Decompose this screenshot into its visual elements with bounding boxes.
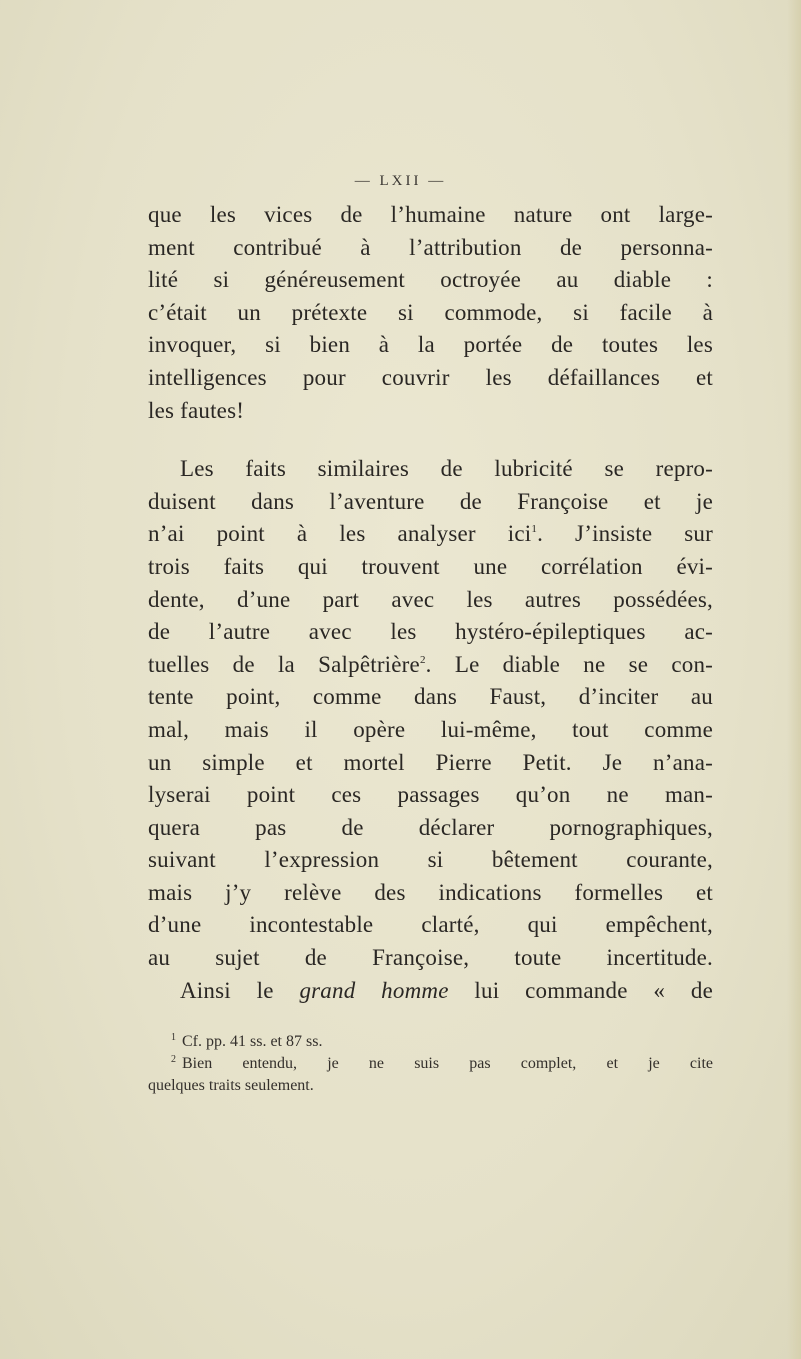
footnote-2 xyxy=(148,1053,713,1075)
text-line: mais j’y relève des indications formelles et xyxy=(148,879,713,905)
italic-phrase: grand homme xyxy=(299,977,449,1003)
footnote-mark: 1 xyxy=(171,1032,176,1043)
footnote-reference: 1 xyxy=(531,523,538,536)
text-line: que les vices de l’humaine nature ont large- xyxy=(148,202,713,227)
text-line-with-italic xyxy=(148,975,713,1008)
footnotes xyxy=(148,1031,713,1097)
footnote-text: Cf. pp. 41 ss. et 87 ss. xyxy=(182,1033,323,1050)
text-line: tente point, comme dans Faust, d’inciter au xyxy=(148,684,713,710)
text-line: un simple et mortel Pierre Petit. Je n’ana- xyxy=(148,749,713,775)
footnote-reference: 2 xyxy=(419,653,426,666)
text-line: c’était un prétexte si commode, si facile à xyxy=(148,299,713,325)
text-line: les fautes! xyxy=(148,397,245,423)
text-line: d’une incontestable clarté, qui empêchent, xyxy=(148,912,713,938)
text-line: Les faits similaires de lubricité se repro- xyxy=(180,456,713,482)
footnote-2-continuation: quelques traits seulement. xyxy=(148,1077,314,1094)
text-line: intelligences pour couvrir les défaillances et xyxy=(148,364,713,390)
text-line: trois faits qui trouvent une corrélation évi- xyxy=(148,553,713,579)
footnote-mark: 2 xyxy=(171,1054,176,1065)
text-segment: . Le diable ne se con- xyxy=(425,651,714,677)
footnote-1 xyxy=(148,1031,713,1053)
main-text xyxy=(148,199,713,1007)
text-segment: tuelles de la Salpêtrière xyxy=(148,651,420,677)
text-line-with-note xyxy=(148,518,713,551)
text-line: mal, mais il opère lui-même, tout comme xyxy=(148,716,713,742)
text-line: ment contribué à l’attribution de personna- xyxy=(148,234,713,260)
text-line: lyserai point ces passages qu’on ne man- xyxy=(148,782,713,808)
text-line: dente, d’une part avec les autres possédées, xyxy=(148,586,713,612)
footnote-text: Bien entendu, je ne suis pas complet, et je cite xyxy=(182,1055,713,1072)
text-segment: lui commande « de xyxy=(448,977,713,1003)
page-edge-shadow xyxy=(787,0,801,1359)
text-line: au sujet de Françoise, toute incertitude. xyxy=(148,945,713,971)
text-line: invoquer, si bien à la portée de toutes les xyxy=(148,332,713,358)
text-line-with-note xyxy=(148,649,713,682)
text-line: duisent dans l’aventure de Françoise et je xyxy=(148,488,713,514)
text-line: de l’autre avec les hystéro-épileptiques ac- xyxy=(148,619,713,645)
text-segment: n’ai point à les analyser ici xyxy=(148,521,532,547)
text-segment: . J’insiste sur xyxy=(537,521,713,547)
text-line: lité si généreusement octroyée au diable : xyxy=(148,267,713,293)
text-segment: Ainsi le xyxy=(180,977,300,1003)
running-head-page-number: — LXII — xyxy=(354,173,447,189)
text-line: quera pas de déclarer pornographiques, xyxy=(148,814,713,840)
text-line: suivant l’expression si bêtement courante, xyxy=(148,847,713,873)
